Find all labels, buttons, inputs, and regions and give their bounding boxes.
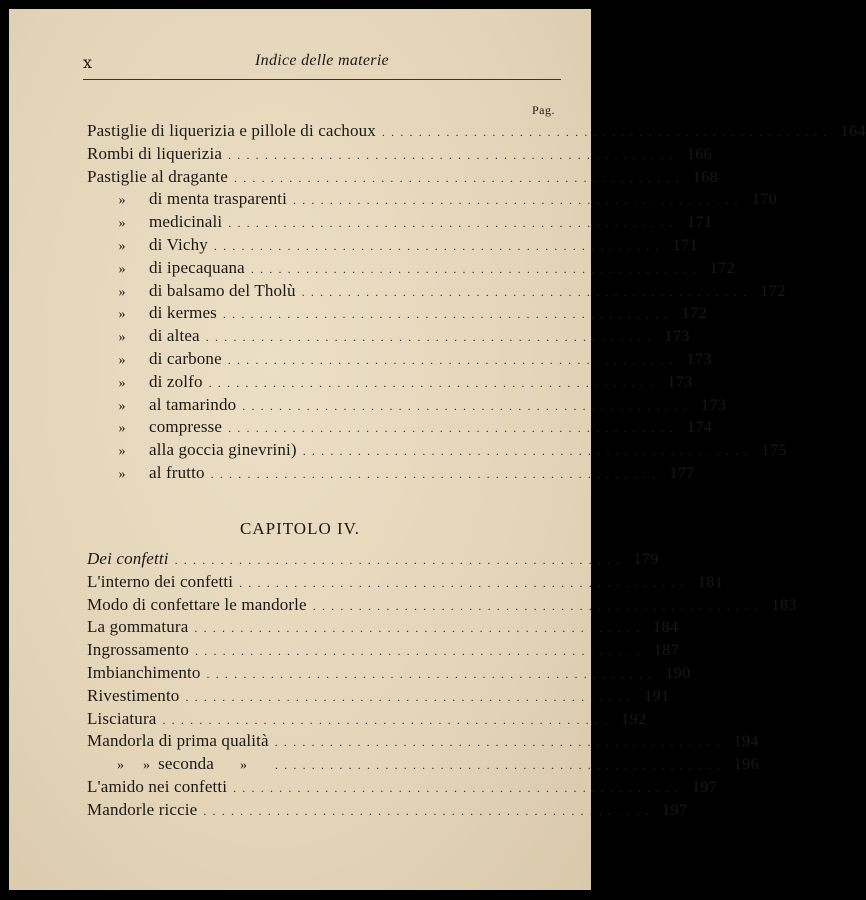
toc-entry-title: compresse [149,417,223,437]
ditto-mark: » [118,216,126,232]
leader-dots: . . . . . . . . . . . . . . . . . . . . . . . . . . . . . . . . . . . . . . . . . . . . . . . . . [174,553,621,567]
toc-entry-page: 191 [644,687,670,705]
toc-entry-title: Pastiglie di liquerizia e pillole di cachoux [87,121,376,140]
toc-entry [87,257,736,280]
toc-entry-page: 172 [681,305,708,323]
toc-section-2 [87,548,797,822]
toc-entry-title: Ingrossamento [87,640,190,660]
toc-entry [87,325,690,348]
toc-entry [87,143,713,166]
toc-entry [87,594,797,617]
toc-entry-title: Modo di confettare le mandorle [87,594,307,614]
toc-entry-page: 196 [733,756,760,774]
leader-dots: . . . . . . . . . . . . . . . . . . . . . . . . . . . . . . . . . . . . . . . . . . . . . . . . . [203,803,650,818]
toc-entry-page: 172 [709,259,736,277]
ditto-mark: » [239,758,247,774]
toc-entry-title: seconda [158,754,214,774]
book-page [9,9,866,890]
ditto-mark: » [118,238,126,254]
toc-entry-title: di ipecaquana [149,257,245,277]
toc-entry [87,571,724,594]
toc-entry-page: 173 [664,328,690,346]
toc-entry-page: 187 [653,642,680,660]
toc-entry [87,280,786,303]
toc-entry [87,348,712,371]
ditto-mark: » [118,261,126,277]
ditto-mark: » [118,398,126,414]
toc-entry [87,662,691,685]
toc-entry-page: 173 [667,373,693,391]
toc-entry [87,730,759,753]
toc-entry-page: 183 [771,596,797,614]
toc-entry-page: 174 [686,419,713,437]
toc-entry-title: medicinali [149,212,223,232]
leader-dots: . . . . . . . . . . . . . . . . . . . . . . . . . . . . . . . . . . . . . . . . . . . . . . . . . [228,216,675,231]
toc-entry [87,708,647,731]
toc-entry-title: di zolfo [149,371,203,391]
ditto-mark: » [118,466,126,482]
leader-dots: . . . . . . . . . . . . . . . . . . . . . . . . . . . . . . . . . . . . . . . . . . . . . . . . . [185,689,632,704]
toc-entry-page: 168 [692,168,719,186]
ditto-mark: » [118,193,126,209]
leader-dots: . . . . . . . . . . . . . . . . . . . . . . . . . . . . . . . . . . . . . . . . . . . . . . . . . [302,444,749,459]
leader-dots: . . . . . . . . . . . . . . . . . . . . . . . . . . . . . . . . . . . . . . . . . . . . . . . . . [274,758,722,773]
leader-dots: . . . . . . . . . . . . . . . . . . . . . . . . . . . . . . . . . . . . . . . . . . . . . . . . . [228,421,675,436]
leader-dots: . . . . . . . . . . . . . . . . . . . . . . . . . . . . . . . . . . . . . . . . . . . . . . . . . [301,284,748,299]
toc-entry [87,371,693,394]
leader-dots: . . . . . . . . . . . . . . . . . . . . . . . . . . . . . . . . . . . . . . . . . . . . . . . . . [239,575,686,590]
toc-entry-page: 173 [700,396,727,414]
toc-entry-title: al frutto [149,462,205,482]
toc-entry [87,394,727,417]
toc-entry-page: 175 [761,442,787,460]
leader-dots: . . . . . . . . . . . . . . . . . . . . . . . . . . . . . . . . . . . . . . . . . . . . . . . . . [213,238,661,253]
leader-dots: . . . . . . . . . . . . . . . . . . . . . . . . . . . . . . . . . . . . . . . . . . . . . . . . . [195,644,642,659]
toc-entry [87,120,866,143]
leader-dots: . . . . . . . . . . . . . . . . . . . . . . . . . . . . . . . . . . . . . . . . . . . . . . . . . [206,666,653,681]
toc-entry [87,799,688,822]
toc-entry-title: di kermes [149,303,217,323]
toc-entry [87,234,699,257]
toc-entry-page: 192 [621,710,647,728]
toc-entry-page: 172 [760,282,786,300]
leader-dots: . . . . . . . . . . . . . . . . . . . . . . . . . . . . . . . . . . . . . . . . . . . . . . . . . [233,780,680,795]
toc-entry [87,685,670,708]
toc-entry-page: 194 [733,733,759,751]
leader-dots: . . . . . . . . . . . . . . . . . . . . . . . . . . . . . . . . . . . . . . . . . . . . . . . . . [162,712,609,727]
toc-entry-title: Imbianchimento [87,662,201,682]
ditto-mark: » [118,330,126,346]
toc-entry-page: 181 [697,573,724,591]
leader-dots: . . . . . . . . . . . . . . . . . . . . . . . . . . . . . . . . . . . . . . . . . . . . . . . . . [242,398,689,413]
toc-entry [87,548,659,571]
toc-entry-page: 179 [633,551,659,568]
toc-entry-title: di carbone [149,348,222,368]
toc-entry-title: L'amido nei confetti [87,776,228,796]
toc-entry-title: L'interno dei confetti [87,571,234,591]
toc-entry [87,753,760,776]
toc-entry-page: 171 [672,236,699,254]
toc-entry-title: La gommatura [87,617,189,637]
ditto-mark: » [118,375,126,391]
toc-entry-title: di altea [149,326,200,346]
toc-entry-page: 184 [653,619,679,637]
toc-entry-title: Mandorla di prima qualità [87,731,269,751]
toc-section-1 [87,120,866,485]
toc-entry-title: Rombi di liquerizia [87,143,223,163]
toc-entry-title: al tamarindo [149,394,237,414]
pag-label: Pag. [532,103,555,117]
toc-entry [87,776,718,799]
leader-dots: . . . . . . . . . . . . . . . . . . . . . . . . . . . . . . . . . . . . . . . . . . . . . . . . . [293,193,740,208]
leader-dots: . . . . . . . . . . . . . . . . . . . . . . . . . . . . . . . . . . . . . . . . . . . . . . . . . [250,261,698,276]
chapter-heading: CAPITOLO IV. [240,519,360,538]
leader-dots: . . . . . . . . . . . . . . . . . . . . . . . . . . . . . . . . . . . . . . . . . . . . . . . . . [312,598,759,613]
ditto-mark: » [117,758,124,774]
leader-dots: . . . . . . . . . . . . . . . . . . . . . . . . . . . . . . . . . . . . . . . . . . . . . . . . . [222,307,670,322]
toc-entry [87,302,708,325]
ditto-mark: » [118,352,126,368]
toc-entry-page: 177 [669,464,695,482]
toc-entry [87,639,680,662]
toc-entry-page: 197 [662,801,688,819]
toc-entry-page: 190 [665,664,691,682]
leader-dots: . . . . . . . . . . . . . . . . . . . . . . . . . . . . . . . . . . . . . . . . . . . . . . . . . [210,466,657,481]
leader-dots: . . . . . . . . . . . . . . . . . . . . . . . . . . . . . . . . . . . . . . . . . . . . . . . . . [208,375,655,390]
toc-entry-page: 166 [686,145,713,163]
toc-entry [87,439,787,462]
leader-dots: . . . . . . . . . . . . . . . . . . . . . . . . . . . . . . . . . . . . . . . . . . . . . . . . . [381,125,829,139]
toc-entry-title: di balsamo del Tholù [149,280,296,300]
toc-entry [87,616,679,639]
toc-entry [87,166,719,189]
toc-entry-title: Mandorle riccie [87,799,198,819]
toc-entry [87,462,695,485]
toc-entry-title: di Vichy [149,234,208,254]
running-title: Indice delle materie [255,52,389,69]
leader-dots: . . . . . . . . . . . . . . . . . . . . . . . . . . . . . . . . . . . . . . . . . . . . . . . . . [274,735,721,750]
toc-entry-title: Lisciatura [87,708,157,728]
toc-entry-title: Dei confetti [87,549,169,568]
leader-dots: . . . . . . . . . . . . . . . . . . . . . . . . . . . . . . . . . . . . . . . . . . . . . . . . . [227,352,674,367]
header-rule [83,79,561,80]
ditto-mark: » [118,307,126,323]
leader-dots: . . . . . . . . . . . . . . . . . . . . . . . . . . . . . . . . . . . . . . . . . . . . . . . . . [205,330,652,345]
toc-entry-page: 171 [686,214,713,232]
toc-entry-title: Pastiglie al dragante [87,166,228,186]
ditto-mark: » [118,444,126,460]
toc-entry-page: 164 [840,123,866,140]
toc-entry [87,211,713,234]
leader-dots: . . . . . . . . . . . . . . . . . . . . . . . . . . . . . . . . . . . . . . . . . . . . . . . . . [194,621,641,636]
leader-dots: . . . . . . . . . . . . . . . . . . . . . . . . . . . . . . . . . . . . . . . . . . . . . . . . . [234,170,681,185]
toc-entry-page: 173 [686,350,712,368]
toc-entry-title: alla goccia ginevrini) [149,440,297,460]
toc-entry-title: di menta trasparenti [149,189,288,209]
toc-entry [87,188,778,211]
toc-entry-title: Rivestimento [87,685,180,705]
ditto-mark: » [118,421,126,437]
ditto-mark: » [143,758,151,774]
toc-entry-page: 197 [691,778,718,796]
leader-dots: . . . . . . . . . . . . . . . . . . . . . . . . . . . . . . . . . . . . . . . . . . . . . . . . . [228,147,675,162]
toc-entry-page: 170 [751,191,778,209]
toc-entry [87,416,713,439]
running-header [83,45,561,75]
ditto-mark: » [118,284,126,300]
page-number: x [83,53,94,72]
